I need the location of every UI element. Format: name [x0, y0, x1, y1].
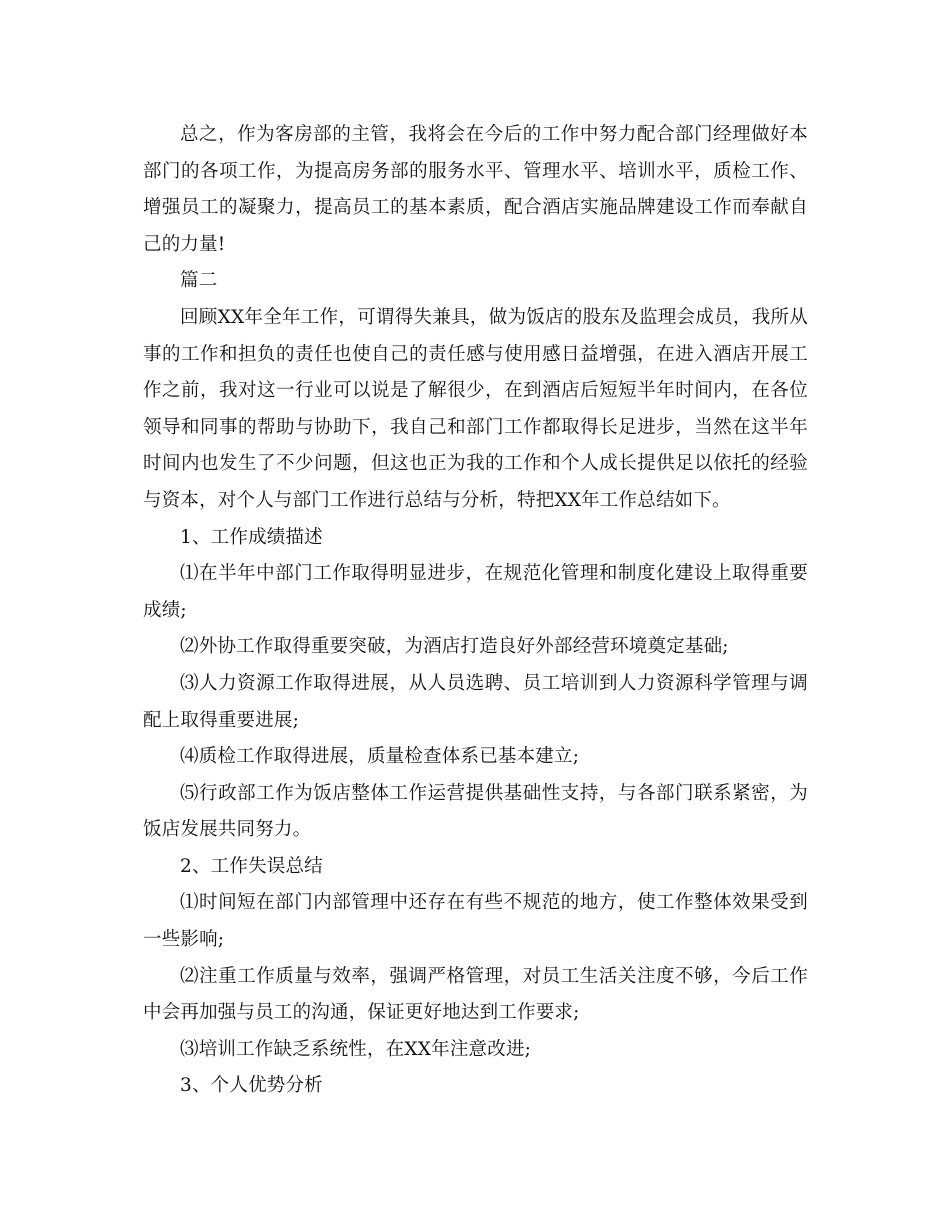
list-item-achievement-1: ⑴在半年中部门工作取得明显进步，在规范化管理和制度化建设上取得重要成绩;	[143, 563, 808, 621]
list-item-mistake-1: ⑴时间短在部门内部管理中还存在有些不规范的地方，使工作整体效果受到一些影响;	[143, 892, 808, 951]
list-item-mistake-3: ⑶培训工作缺乏系统性，在XX年注意改进;	[180, 1038, 532, 1060]
section-heading-achievements: 1、工作成绩描述	[180, 526, 323, 548]
list-item-achievement-5: ⑸行政部工作为饭店整体工作运营提供基础性支持，与各部门联系紧密，为饭店发展共同努力。	[143, 782, 808, 841]
section-heading-strengths: 3、个人优势分析	[180, 1075, 323, 1097]
list-item-achievement-2: ⑵外协工作取得重要突破，为酒店打造良好外部经营环境奠定基础;	[180, 636, 729, 658]
document-body	[143, 117, 808, 1105]
paragraph-summary: 总之，作为客房部的主管，我将会在今后的工作中努力配合部门经理做好本部门的各项工作，为提高房务部的服务水平、管理水平、培训水平，质检工作、增强员工的凝聚力，提高员工的基本素质，配合酒店实施品牌建设工作而奉献自己的力量!	[143, 124, 808, 255]
list-item-achievement-4: ⑷质检工作取得进展，质量检查体系已基本建立;	[180, 746, 580, 768]
section-heading-part-two: 篇二	[180, 270, 218, 292]
section-heading-mistakes: 2、工作失误总结	[180, 855, 323, 877]
list-item-mistake-2: ⑵注重工作质量与效率，强调严格管理，对员工生活关注度不够，今后工作中会再加强与员工的沟通，保证更好地达到工作要求;	[143, 965, 808, 1024]
paragraph-review: 回顾XX年全年工作，可谓得失兼具，做为饭店的股东及监理会成员，我所从事的工作和担负的责任也使自己的责任感与使用感日益增强，在进入酒店开展工作之前，我对这一行业可以说是了解很少，在到酒店后短短半年时间内，在各位领导和同事的帮助与协助下，我自己和部门工作都取得长足进步，当然在这半年时间内也发生了不少问题，但这也正为我的工作和个人成长提供足以依托的经验与资本，对个人与部门工作进行总结与分析，特把XX年工作总结如下。	[143, 306, 808, 511]
list-item-achievement-3: ⑶人力资源工作取得进展，从人员选聘、员工培训到人力资源科学管理与调配上取得重要进展;	[143, 672, 808, 731]
